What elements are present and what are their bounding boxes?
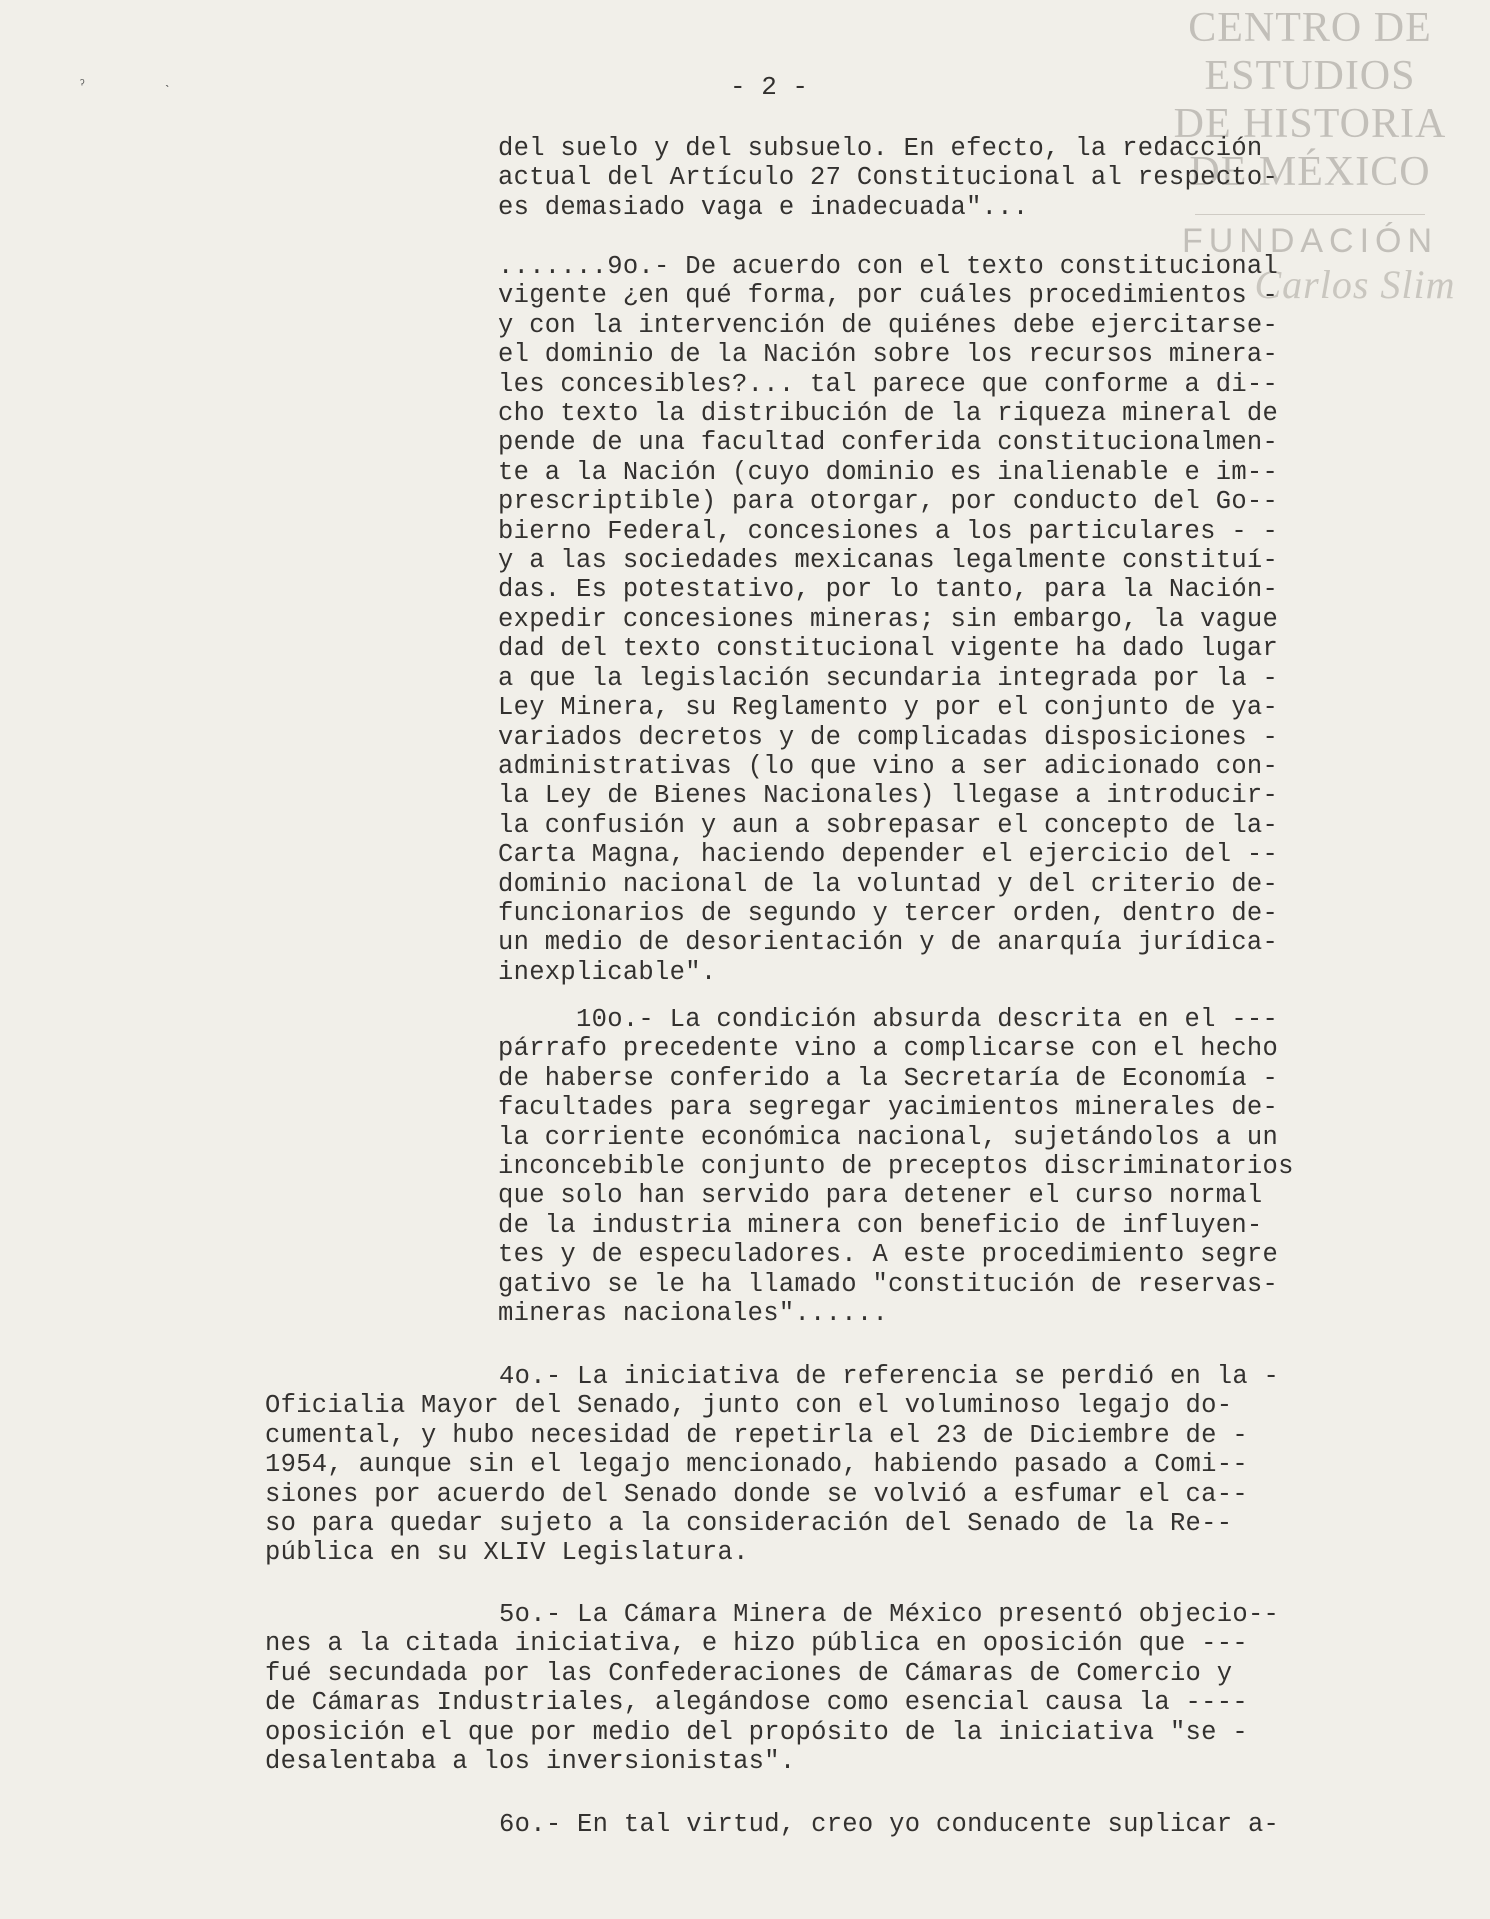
corner-mark: ˀ	[78, 78, 87, 94]
text-line: actual del Artículo 27 Constitucional al respecto-	[498, 163, 1279, 193]
text-line: párrafo precedente vino a complicarse con el hecho	[498, 1034, 1279, 1064]
text-line: un medio de desorientación y de anarquía jurídica-	[498, 928, 1279, 958]
text-line: vigente ¿en qué forma, por cuáles procedimientos -	[498, 281, 1279, 311]
text-line: y con la intervención de quiénes debe ejercitarse-	[498, 310, 1279, 340]
text-line: del suelo y del subsuelo. En efecto, la redacción	[498, 134, 1263, 163]
text-line: de la industria minera con beneficio de influyen-	[498, 1210, 1263, 1240]
text-line: la confusión y aun a sobrepasar el concepto de la-	[498, 810, 1279, 840]
text-line: 6o.- En tal virtud, creo yo conducente suplicar a-	[265, 1810, 1280, 1839]
quoted-passage-c	[498, 1005, 1294, 1328]
text-line: de Cámaras Industriales, alegándose como esencial causa la ----	[265, 1688, 1248, 1718]
text-line: funcionarios de segundo y tercer orden, dentro de-	[498, 898, 1279, 928]
text-line: das. Es potestativo, por lo tanto, para la Nación-	[498, 575, 1279, 605]
watermark-line: DE MÉXICO	[1189, 149, 1431, 195]
watermark-line: DE HISTORIA	[1173, 101, 1447, 147]
watermark-line: CENTRO DE	[1188, 5, 1432, 51]
text-line: gativo se le ha llamado "constitución de reservas-	[498, 1269, 1279, 1299]
text-line: dominio nacional de la voluntad y del criterio de-	[498, 869, 1279, 899]
text-line: es demasiado vaga e inadecuada"...	[498, 192, 1029, 222]
text-line: administrativas (lo que vino a ser adicionado con-	[498, 751, 1279, 781]
text-line: cho texto la distribución de la riqueza mineral de	[498, 399, 1279, 429]
text-line: Carta Magna, haciendo depender el ejercicio del --	[498, 840, 1279, 870]
text-line: mineras nacionales"......	[498, 1299, 889, 1329]
paragraph-4	[265, 1362, 1279, 1568]
text-line: les concesibles?... tal parece que conforme a di--	[498, 369, 1279, 399]
text-line: cumental, y hubo necesidad de repetirla el 23 de Diciembre de -	[265, 1420, 1248, 1450]
text-line: pende de una facultad conferida constitucionalmen-	[498, 428, 1279, 458]
text-line: Oficialia Mayor del Senado, junto con el voluminoso legajo do-	[265, 1391, 1233, 1421]
text-line: a que la legislación secundaria integrada por la -	[498, 663, 1279, 693]
text-line: 1954, aunque sin el legajo mencionado, habiendo pasado a Comi--	[265, 1450, 1248, 1480]
text-line: te a la Nación (cuyo dominio es inalienable e im--	[498, 457, 1279, 487]
quoted-passage-b	[498, 252, 1278, 987]
text-line: facultades para segregar yacimientos minerales de-	[498, 1093, 1279, 1123]
text-line: inconcebible conjunto de preceptos discriminatorios	[498, 1152, 1294, 1182]
text-line: que solo han servido para detener el curso normal	[498, 1181, 1263, 1211]
text-line: variados decretos y de complicadas disposiciones -	[498, 722, 1279, 752]
paragraph-6	[265, 1810, 1279, 1839]
text-line: siones por acuerdo del Senado donde se volvió a esfumar el ca--	[265, 1479, 1248, 1509]
text-line: expedir concesiones mineras; sin embargo, la vague	[498, 604, 1279, 634]
text-line: so para quedar sujeto a la consideración del Senado de la Re--	[265, 1509, 1233, 1539]
text-line: y a las sociedades mexicanas legalmente constituí-	[498, 546, 1279, 576]
text-line: fué secundada por las Confederaciones de Cámaras de Comercio y	[265, 1658, 1233, 1688]
corner-marks	[78, 78, 243, 94]
text-line: Ley Minera, su Reglamento y por el conjunto de ya-	[498, 693, 1279, 723]
text-line: de haberse conferido a la Secretaría de Economía -	[498, 1063, 1279, 1093]
paragraph-5	[265, 1600, 1279, 1776]
text-line: dad del texto constitucional vigente ha dado lugar	[498, 634, 1279, 664]
text-line: .......9o.- De acuerdo con el texto constitucional	[498, 252, 1279, 281]
text-line: bierno Federal, concesiones a los particulares - -	[498, 516, 1279, 546]
text-line: inexplicable".	[498, 957, 717, 987]
text-line: el dominio de la Nación sobre los recursos minera-	[498, 340, 1279, 370]
text-line: 4o.- La iniciativa de referencia se perdió en la -	[265, 1362, 1280, 1391]
quoted-passage-a	[498, 134, 1278, 222]
text-line: prescriptible) para otorgar, por conducto del Go--	[498, 487, 1279, 517]
page-number: - 2 -	[730, 72, 809, 102]
text-line: pública en su XLIV Legislatura.	[265, 1538, 749, 1568]
watermark-foundation: FUNDACIÓN	[1181, 222, 1439, 260]
corner-mark: ˴	[164, 78, 174, 94]
text-line: desalentaba a los inversionistas".	[265, 1747, 796, 1777]
text-line: 10o.- La condición absurda descrita en el ---	[498, 1005, 1279, 1034]
text-line: la corriente económica nacional, sujetándolos a un	[498, 1122, 1279, 1152]
watermark-signature: Carlos Slim	[1254, 262, 1456, 307]
text-line: tes y de especuladores. A este procedimiento segre	[498, 1240, 1279, 1270]
text-line: oposición el que por medio del propósito de la iniciativa "se -	[265, 1717, 1248, 1747]
text-line: 5o.- La Cámara Minera de México presentó objecio--	[265, 1600, 1280, 1629]
text-line: nes a la citada iniciativa, e hizo pública en oposición que ---	[265, 1629, 1248, 1659]
watermark-line: ESTUDIOS	[1204, 53, 1416, 99]
text-line: la Ley de Bienes Nacionales) llegase a introducir-	[498, 781, 1279, 811]
